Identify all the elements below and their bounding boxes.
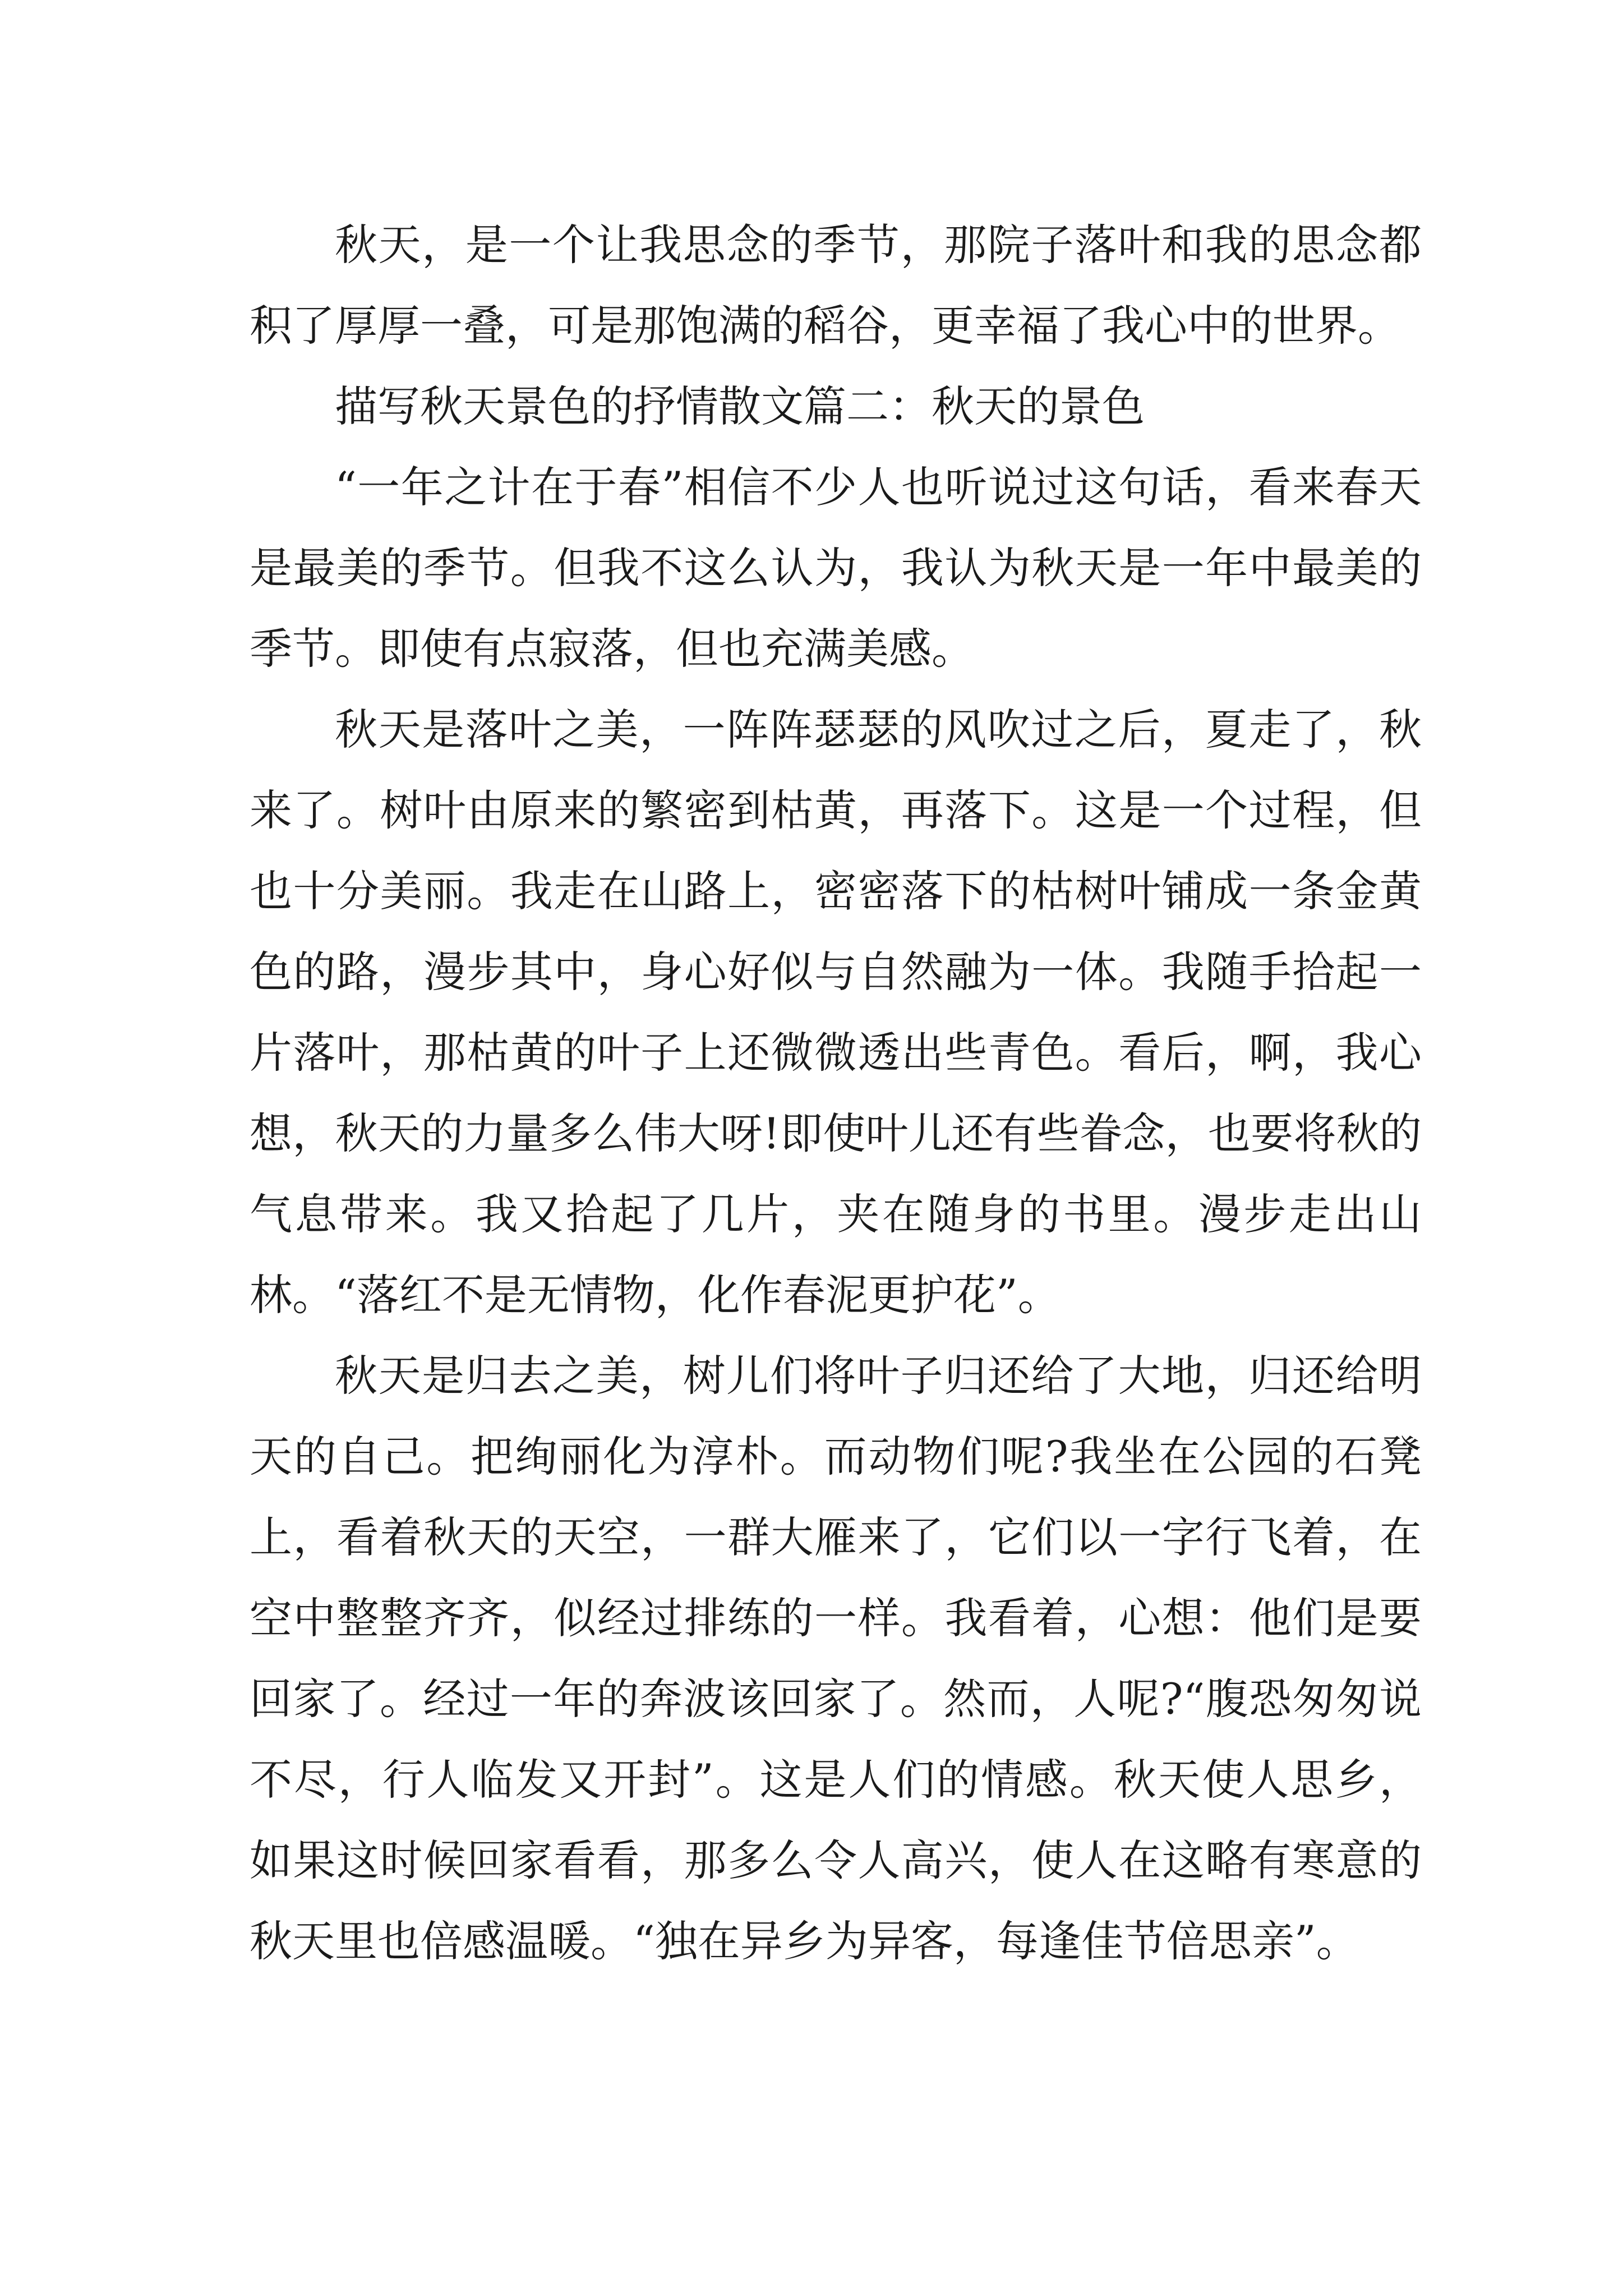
paragraph-intro: 秋天，是一个让我思念的季节，那院子落叶和我的思念都积了厚厚一叠，可是那饱满的稻谷，更幸福了我心中的世界。	[250, 220, 1422, 351]
section-heading: 描写秋天景色的抒情散文篇二：秋天的景色	[335, 381, 1145, 431]
paragraph-returning: 秋天是归去之美，树儿们将叶子归还给了大地，归还给明天的自己。把绚丽化为淳朴。而动物们呢?我坐在公园的石凳上，看着秋天的天空，一群大雁来了，它们以一字行飞着，在空中整整齐齐，似经过排练的一样。我看着，心想：他们是要回家了。经过一年的奔波该回家了。然而，人呢?“腹恐匆匆说不尽，行人临发又开封”。这是人们的情感。秋天使人思乡，如果这时候回家看看，那多么令人高兴，使人在这略有寒意的秋天里也倍感温暖。“独在异乡为异客，每逢佳节倍思亲”。	[250, 1351, 1422, 1966]
paragraph-falling-leaves: 秋天是落叶之美，一阵阵瑟瑟的风吹过之后，夏走了，秋来了。树叶由原来的繁密到枯黄，再落下。这是一个过程，但也十分美丽。我走在山路上，密密落下的枯树叶铺成一条金黄色的路，漫步其中，身心好似与自然融为一体。我随手拾起一片落叶，那枯黄的叶子上还微微透出些青色。看后，啊，我心想，秋天的力量多么伟大呀!即使叶儿还有些眷念，也要将秋的气息带来。我又拾起了几片，夹在随身的书里。漫步走出山林。“落红不是无情物，化作春泥更护花”。	[250, 705, 1422, 1320]
document-body	[250, 205, 1422, 1982]
paragraph-opening-quote: “一年之计在于春”相信不少人也听说过这句话，看来春天是最美的季节。但我不这么认为，我认为秋天是一年中最美的季节。即使有点寂落，但也充满美感。	[250, 462, 1422, 674]
